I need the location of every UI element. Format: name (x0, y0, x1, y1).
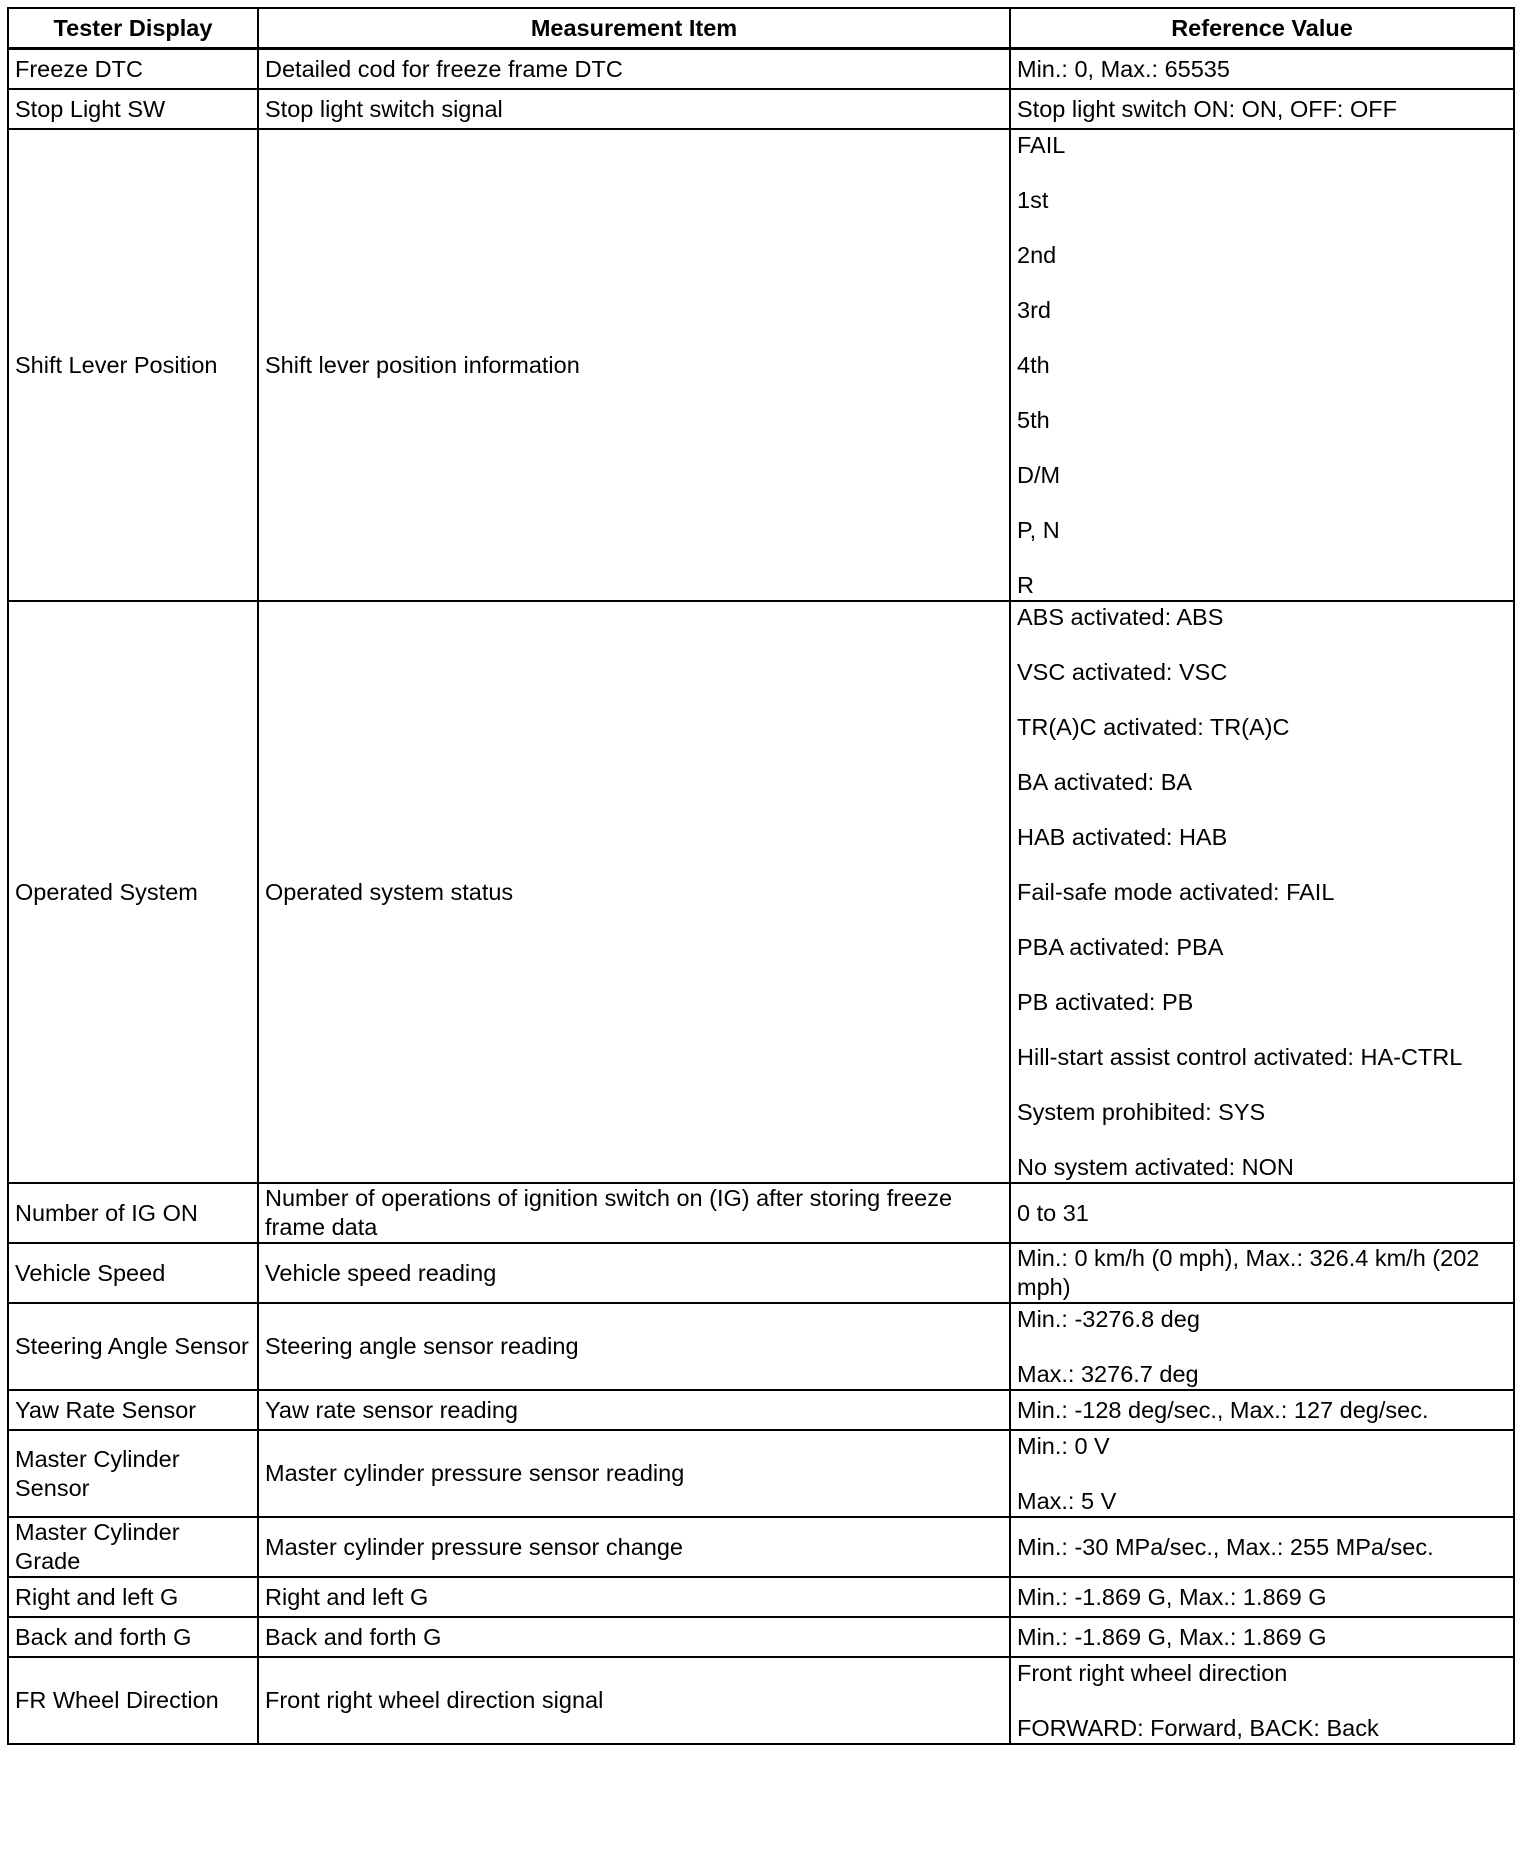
table-row (8, 49, 1514, 90)
reference-value-line: No system activated: NON (1017, 1154, 1294, 1180)
measurement-item-cell: Number of operations of ignition switch on (IG) after storing freeze frame data (258, 1183, 1010, 1243)
reference-value-line: R (1017, 572, 1034, 598)
tester-display-cell: Vehicle Speed (8, 1243, 258, 1303)
table-row (8, 1657, 1514, 1744)
tester-display-cell: Back and forth G (8, 1617, 258, 1657)
reference-value-cell (1010, 1430, 1514, 1517)
table-body (8, 49, 1514, 1745)
table-row (8, 1303, 1514, 1390)
table-row (8, 1430, 1514, 1517)
table-row (8, 129, 1514, 601)
tester-display-cell: Stop Light SW (8, 89, 258, 129)
reference-value-cell: Min.: -1.869 G, Max.: 1.869 G (1010, 1617, 1514, 1657)
data-list-sheet (7, 7, 1513, 1745)
measurement-item-cell: Vehicle speed reading (258, 1243, 1010, 1303)
measurement-item-cell: Stop light switch signal (258, 89, 1010, 129)
header-row (8, 8, 1514, 49)
measurement-item-cell: Master cylinder pressure sensor change (258, 1517, 1010, 1577)
reference-value-line: Min.: -3276.8 deg (1017, 1306, 1200, 1332)
reference-value-line: HAB activated: HAB (1017, 824, 1228, 850)
tester-display-cell: Master Cylinder Grade (8, 1517, 258, 1577)
header-measurement-item: Measurement Item (258, 8, 1010, 49)
tester-display-cell: Operated System (8, 601, 258, 1183)
tester-display-cell: Right and left G (8, 1577, 258, 1617)
measurement-item-cell: Detailed cod for freeze frame DTC (258, 49, 1010, 90)
measurement-item-cell: Back and forth G (258, 1617, 1010, 1657)
reference-value-line: TR(A)C activated: TR(A)C (1017, 714, 1290, 740)
reference-value-line: Hill-start assist control activated: HA-CTRL (1017, 1044, 1463, 1070)
tester-display-cell: Steering Angle Sensor (8, 1303, 258, 1390)
reference-value-cell: Min.: -30 MPa/sec., Max.: 255 MPa/sec. (1010, 1517, 1514, 1577)
reference-value-line: Max.: 3276.7 deg (1017, 1361, 1199, 1387)
reference-value-cell: Min.: -1.869 G, Max.: 1.869 G (1010, 1577, 1514, 1617)
table-row (8, 1243, 1514, 1303)
reference-value-line: PB activated: PB (1017, 989, 1194, 1015)
reference-value-cell: Min.: -128 deg/sec., Max.: 127 deg/sec. (1010, 1390, 1514, 1430)
reference-value-cell (1010, 129, 1514, 601)
tester-display-cell: Shift Lever Position (8, 129, 258, 601)
reference-value-cell (1010, 1303, 1514, 1390)
reference-value-line: FORWARD: Forward, BACK: Back (1017, 1715, 1379, 1741)
tester-display-cell: Yaw Rate Sensor (8, 1390, 258, 1430)
reference-value-line: Max.: 5 V (1017, 1488, 1117, 1514)
table-row (8, 1517, 1514, 1577)
measurement-item-cell: Shift lever position information (258, 129, 1010, 601)
reference-value-line: Fail-safe mode activated: FAIL (1017, 879, 1335, 905)
measurement-item-cell: Operated system status (258, 601, 1010, 1183)
reference-value-line: 4th (1017, 352, 1050, 378)
tester-display-cell: Freeze DTC (8, 49, 258, 90)
reference-value-line: P, N (1017, 517, 1060, 543)
reference-value-line: PBA activated: PBA (1017, 934, 1224, 960)
data-list-table (7, 7, 1515, 1745)
reference-value-cell: Min.: 0, Max.: 65535 (1010, 49, 1514, 90)
reference-value-line: 5th (1017, 407, 1050, 433)
reference-value-cell (1010, 601, 1514, 1183)
tester-display-cell: Number of IG ON (8, 1183, 258, 1243)
reference-value-line: ABS activated: ABS (1017, 604, 1224, 630)
measurement-item-cell: Front right wheel direction signal (258, 1657, 1010, 1744)
measurement-item-cell: Yaw rate sensor reading (258, 1390, 1010, 1430)
reference-value-cell: 0 to 31 (1010, 1183, 1514, 1243)
reference-value-line: System prohibited: SYS (1017, 1099, 1266, 1125)
tester-display-cell: Master Cylinder Sensor (8, 1430, 258, 1517)
reference-value-line: Min.: 0 V (1017, 1433, 1110, 1459)
reference-value-line: 2nd (1017, 242, 1057, 268)
measurement-item-cell: Master cylinder pressure sensor reading (258, 1430, 1010, 1517)
reference-value-line: 3rd (1017, 297, 1051, 323)
table-row (8, 1390, 1514, 1430)
reference-value-line: Front right wheel direction (1017, 1660, 1288, 1686)
reference-value-line: D/M (1017, 462, 1061, 488)
header-tester-display: Tester Display (8, 8, 258, 49)
table-row (8, 1577, 1514, 1617)
table-row (8, 1617, 1514, 1657)
reference-value-line: 1st (1017, 187, 1049, 213)
reference-value-cell: Stop light switch ON: ON, OFF: OFF (1010, 89, 1514, 129)
reference-value-line: BA activated: BA (1017, 769, 1193, 795)
tester-display-cell: FR Wheel Direction (8, 1657, 258, 1744)
table-row (8, 601, 1514, 1183)
reference-value-line: VSC activated: VSC (1017, 659, 1228, 685)
reference-value-cell (1010, 1657, 1514, 1744)
header-reference-value: Reference Value (1010, 8, 1514, 49)
table-row (8, 89, 1514, 129)
table-row (8, 1183, 1514, 1243)
reference-value-cell: Min.: 0 km/h (0 mph), Max.: 326.4 km/h (202 mph) (1010, 1243, 1514, 1303)
measurement-item-cell: Steering angle sensor reading (258, 1303, 1010, 1390)
measurement-item-cell: Right and left G (258, 1577, 1010, 1617)
reference-value-line: FAIL (1017, 132, 1066, 158)
